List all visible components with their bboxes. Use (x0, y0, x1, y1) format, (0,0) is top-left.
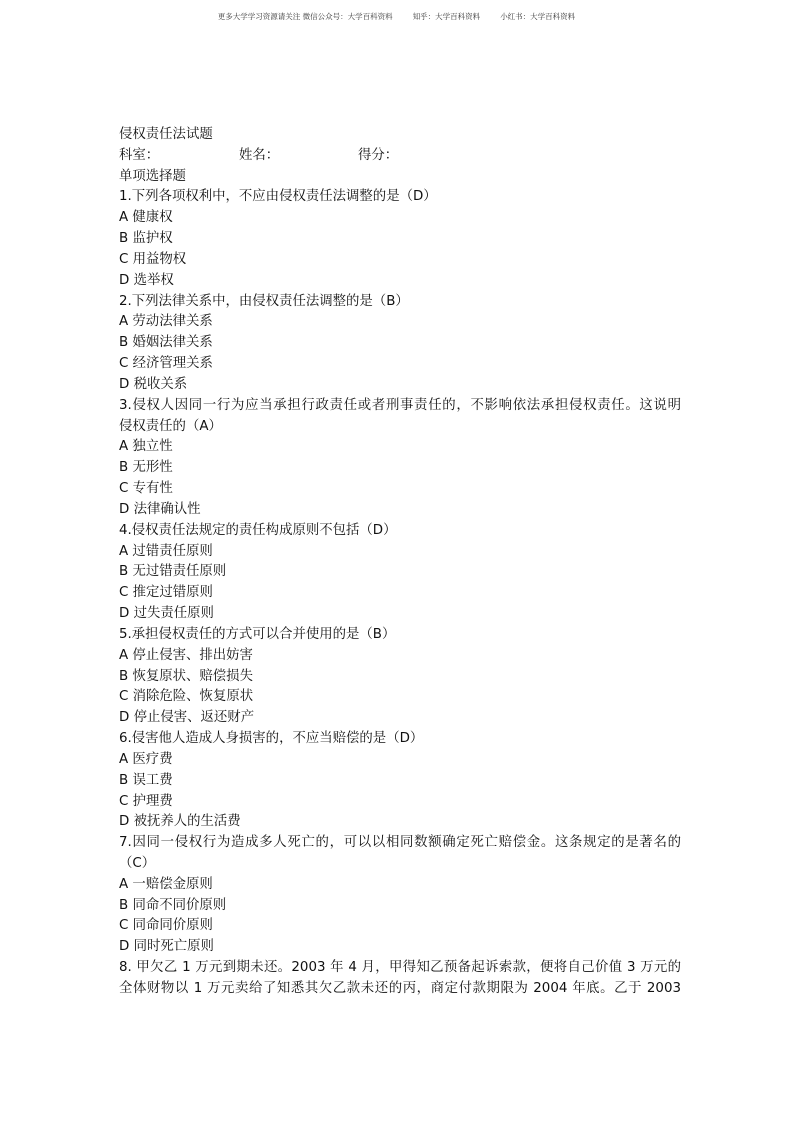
answer-option: C 消除危险、恢复原状 (119, 689, 254, 705)
answer-option: D 选举权 (119, 272, 174, 288)
question-item (119, 292, 681, 396)
answer-option: C 同命同价原则 (119, 918, 213, 934)
answer-option: A 劳动法律关系 (119, 314, 213, 330)
info-fields (119, 146, 681, 167)
question-item (119, 729, 681, 833)
answer-option: A 停止侵害、排出妨害 (119, 647, 253, 663)
answer-option: D 同时死亡原则 (119, 939, 214, 955)
header-note-zhihu: 知乎：大学百科资料 (412, 12, 481, 21)
header-note-wechat: 更多大学学习资源请关注 微信公众号：大学百科资料 (217, 12, 393, 21)
question-stem: 侵权责任的（A） (119, 418, 222, 434)
document-title: 侵权责任法试题 (119, 127, 213, 142)
header-note-xiaohongshu: 小红书：大学百科资料 (500, 12, 576, 21)
question-item (119, 958, 681, 1000)
answer-option: B 误工费 (119, 772, 173, 788)
answer-option: B 无形性 (119, 460, 173, 476)
question-list (119, 187, 681, 999)
answer-option: B 婚姻法律关系 (119, 335, 213, 351)
question-stem: 5.承担侵权责任的方式可以合并使用的是（B） (119, 626, 396, 642)
answer-option: C 护理费 (119, 793, 173, 809)
question-stem: 1.下列各项权利中，不应由侵权责任法调整的是（D） (119, 189, 437, 205)
answer-option: D 过失责任原则 (119, 606, 214, 622)
answer-option: A 过错责任原则 (119, 543, 213, 559)
header-note (0, 11, 793, 22)
question-stem: 3.侵权人因同一行为应当承担行政责任或者刑事责任的，不影响依法承担侵权责任。这说明 (119, 397, 681, 413)
answer-option: D 被抚养人的生活费 (119, 814, 241, 830)
question-item (119, 625, 681, 729)
question-item (119, 187, 681, 291)
question-item (119, 833, 681, 958)
answer-option: A 一赔偿金原则 (119, 876, 213, 892)
question-stem: 6.侵害他人造成人身损害的，不应当赔偿的是（D） (119, 731, 424, 747)
question-stem: 7.因同一侵权行为造成多人死亡的，可以以相同数额确定死亡赔偿金。这条规定的是著名的 (119, 835, 681, 851)
answer-option: C 专有性 (119, 481, 173, 497)
answer-option: C 推定过错原则 (119, 585, 213, 601)
answer-option: B 恢复原状、赔偿损失 (119, 668, 253, 684)
answer-option: C 用益物权 (119, 251, 187, 267)
answer-option: D 税收关系 (119, 376, 188, 392)
question-stem: 2.下列法律关系中，由侵权责任法调整的是（B） (119, 293, 409, 309)
question-stem: 8. 甲欠乙 1 万元到期未还。2003 年 4 月，甲得知乙预备起诉索款，便将自己价值 3 万元的 (119, 960, 681, 976)
score-field-label: 得分： (358, 147, 399, 163)
answer-option: B 无过错责任原则 (119, 564, 227, 580)
department-field-label: 科室： (119, 147, 160, 163)
answer-option: B 同命不同价原则 (119, 897, 227, 913)
answer-option: A 独立性 (119, 439, 173, 455)
answer-option: D 停止侵害、返还财产 (119, 710, 255, 726)
question-stem: （C） (119, 855, 156, 871)
answer-option: A 健康权 (119, 210, 173, 226)
answer-option: B 监护权 (119, 231, 173, 247)
answer-option: D 法律确认性 (119, 501, 201, 517)
question-item (119, 396, 681, 521)
question-stem: 4.侵权责任法规定的责任构成原则不包括（D） (119, 522, 397, 538)
question-stem: 全体财物以 1 万元卖给了知悉其欠乙款未还的丙，商定付款期限为 2004 年底。乙于 2003 (119, 980, 681, 996)
name-field-label: 姓名： (239, 147, 280, 163)
section-heading: 单项选择题 (119, 168, 186, 184)
answer-option: C 经济管理关系 (119, 356, 213, 372)
question-item (119, 521, 681, 625)
document-body (119, 125, 681, 1000)
answer-option: A 医疗费 (119, 751, 173, 767)
